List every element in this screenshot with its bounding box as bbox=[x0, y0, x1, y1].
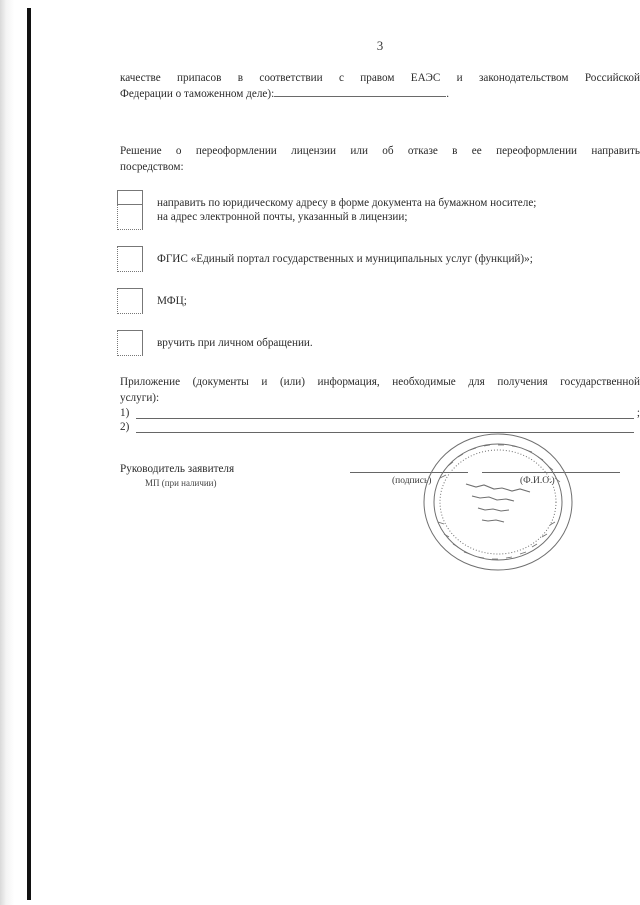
checkbox[interactable] bbox=[117, 204, 143, 230]
delivery-option-email-row[interactable] bbox=[117, 203, 637, 231]
intro-line-2-end: . bbox=[446, 88, 450, 100]
round-seal-stamp bbox=[418, 428, 578, 576]
page-number: 3 bbox=[376, 38, 384, 53]
attachment-fill-line[interactable] bbox=[136, 408, 634, 419]
delivery-option-in-person[interactable] bbox=[117, 329, 637, 357]
checkbox[interactable] bbox=[117, 288, 143, 314]
full-name-label: (Ф.И.О.) bbox=[520, 476, 555, 486]
attachment-item-number: 1) bbox=[120, 407, 130, 419]
attachment-item-end: ; bbox=[636, 407, 640, 419]
signature-label: (подпись) bbox=[392, 476, 432, 486]
seal-ring-lettering bbox=[438, 445, 560, 559]
option-label: вручить при личном обращении. bbox=[157, 337, 313, 349]
seal-inner-ring bbox=[434, 444, 562, 560]
delivery-option-mfc[interactable] bbox=[117, 287, 637, 315]
signature-title: Руководитель заявителя bbox=[120, 463, 235, 475]
option-label: МФЦ; bbox=[157, 295, 187, 307]
seal-dotted-ring bbox=[440, 450, 556, 554]
checkbox[interactable] bbox=[117, 246, 143, 272]
seal-outer-ring bbox=[424, 434, 572, 570]
intro-blank-line bbox=[274, 86, 446, 97]
attachment-line-2: услуги): bbox=[120, 392, 160, 404]
attachment-item-1[interactable] bbox=[120, 405, 640, 419]
option-label: ФГИС «Единый портал государственных и муниципальных услуг (функций)»; bbox=[157, 253, 533, 265]
seal-center-lettering bbox=[466, 484, 530, 522]
option-label: направить по юридическому адресу в форме документа на бумажном носителе; bbox=[157, 197, 537, 209]
decision-line-2: посредством: bbox=[120, 161, 184, 173]
attachment-line-1: Приложение (документы и (или) информация, необходимые для получения государственной bbox=[120, 376, 640, 388]
decision-line-1: Решение о переоформлении лицензии или об отказе в ее переоформлении направить bbox=[120, 145, 640, 157]
delivery-option-gosuslugi[interactable] bbox=[117, 245, 637, 273]
intro-line-2-text: Федерации о таможенном деле): bbox=[120, 88, 275, 100]
checkbox[interactable] bbox=[117, 330, 143, 356]
intro-line-2 bbox=[120, 86, 640, 102]
scan-binding-edge bbox=[0, 0, 40, 905]
attachment-item-number: 2) bbox=[120, 421, 130, 433]
intro-line-1: качестве припасов в соответствии с правом ЕАЭС и законодательством Российской bbox=[120, 72, 640, 84]
seal-note: МП (при наличии) bbox=[145, 478, 217, 488]
option-label: на адрес электронной почты, указанный в лицензии; bbox=[157, 211, 408, 223]
